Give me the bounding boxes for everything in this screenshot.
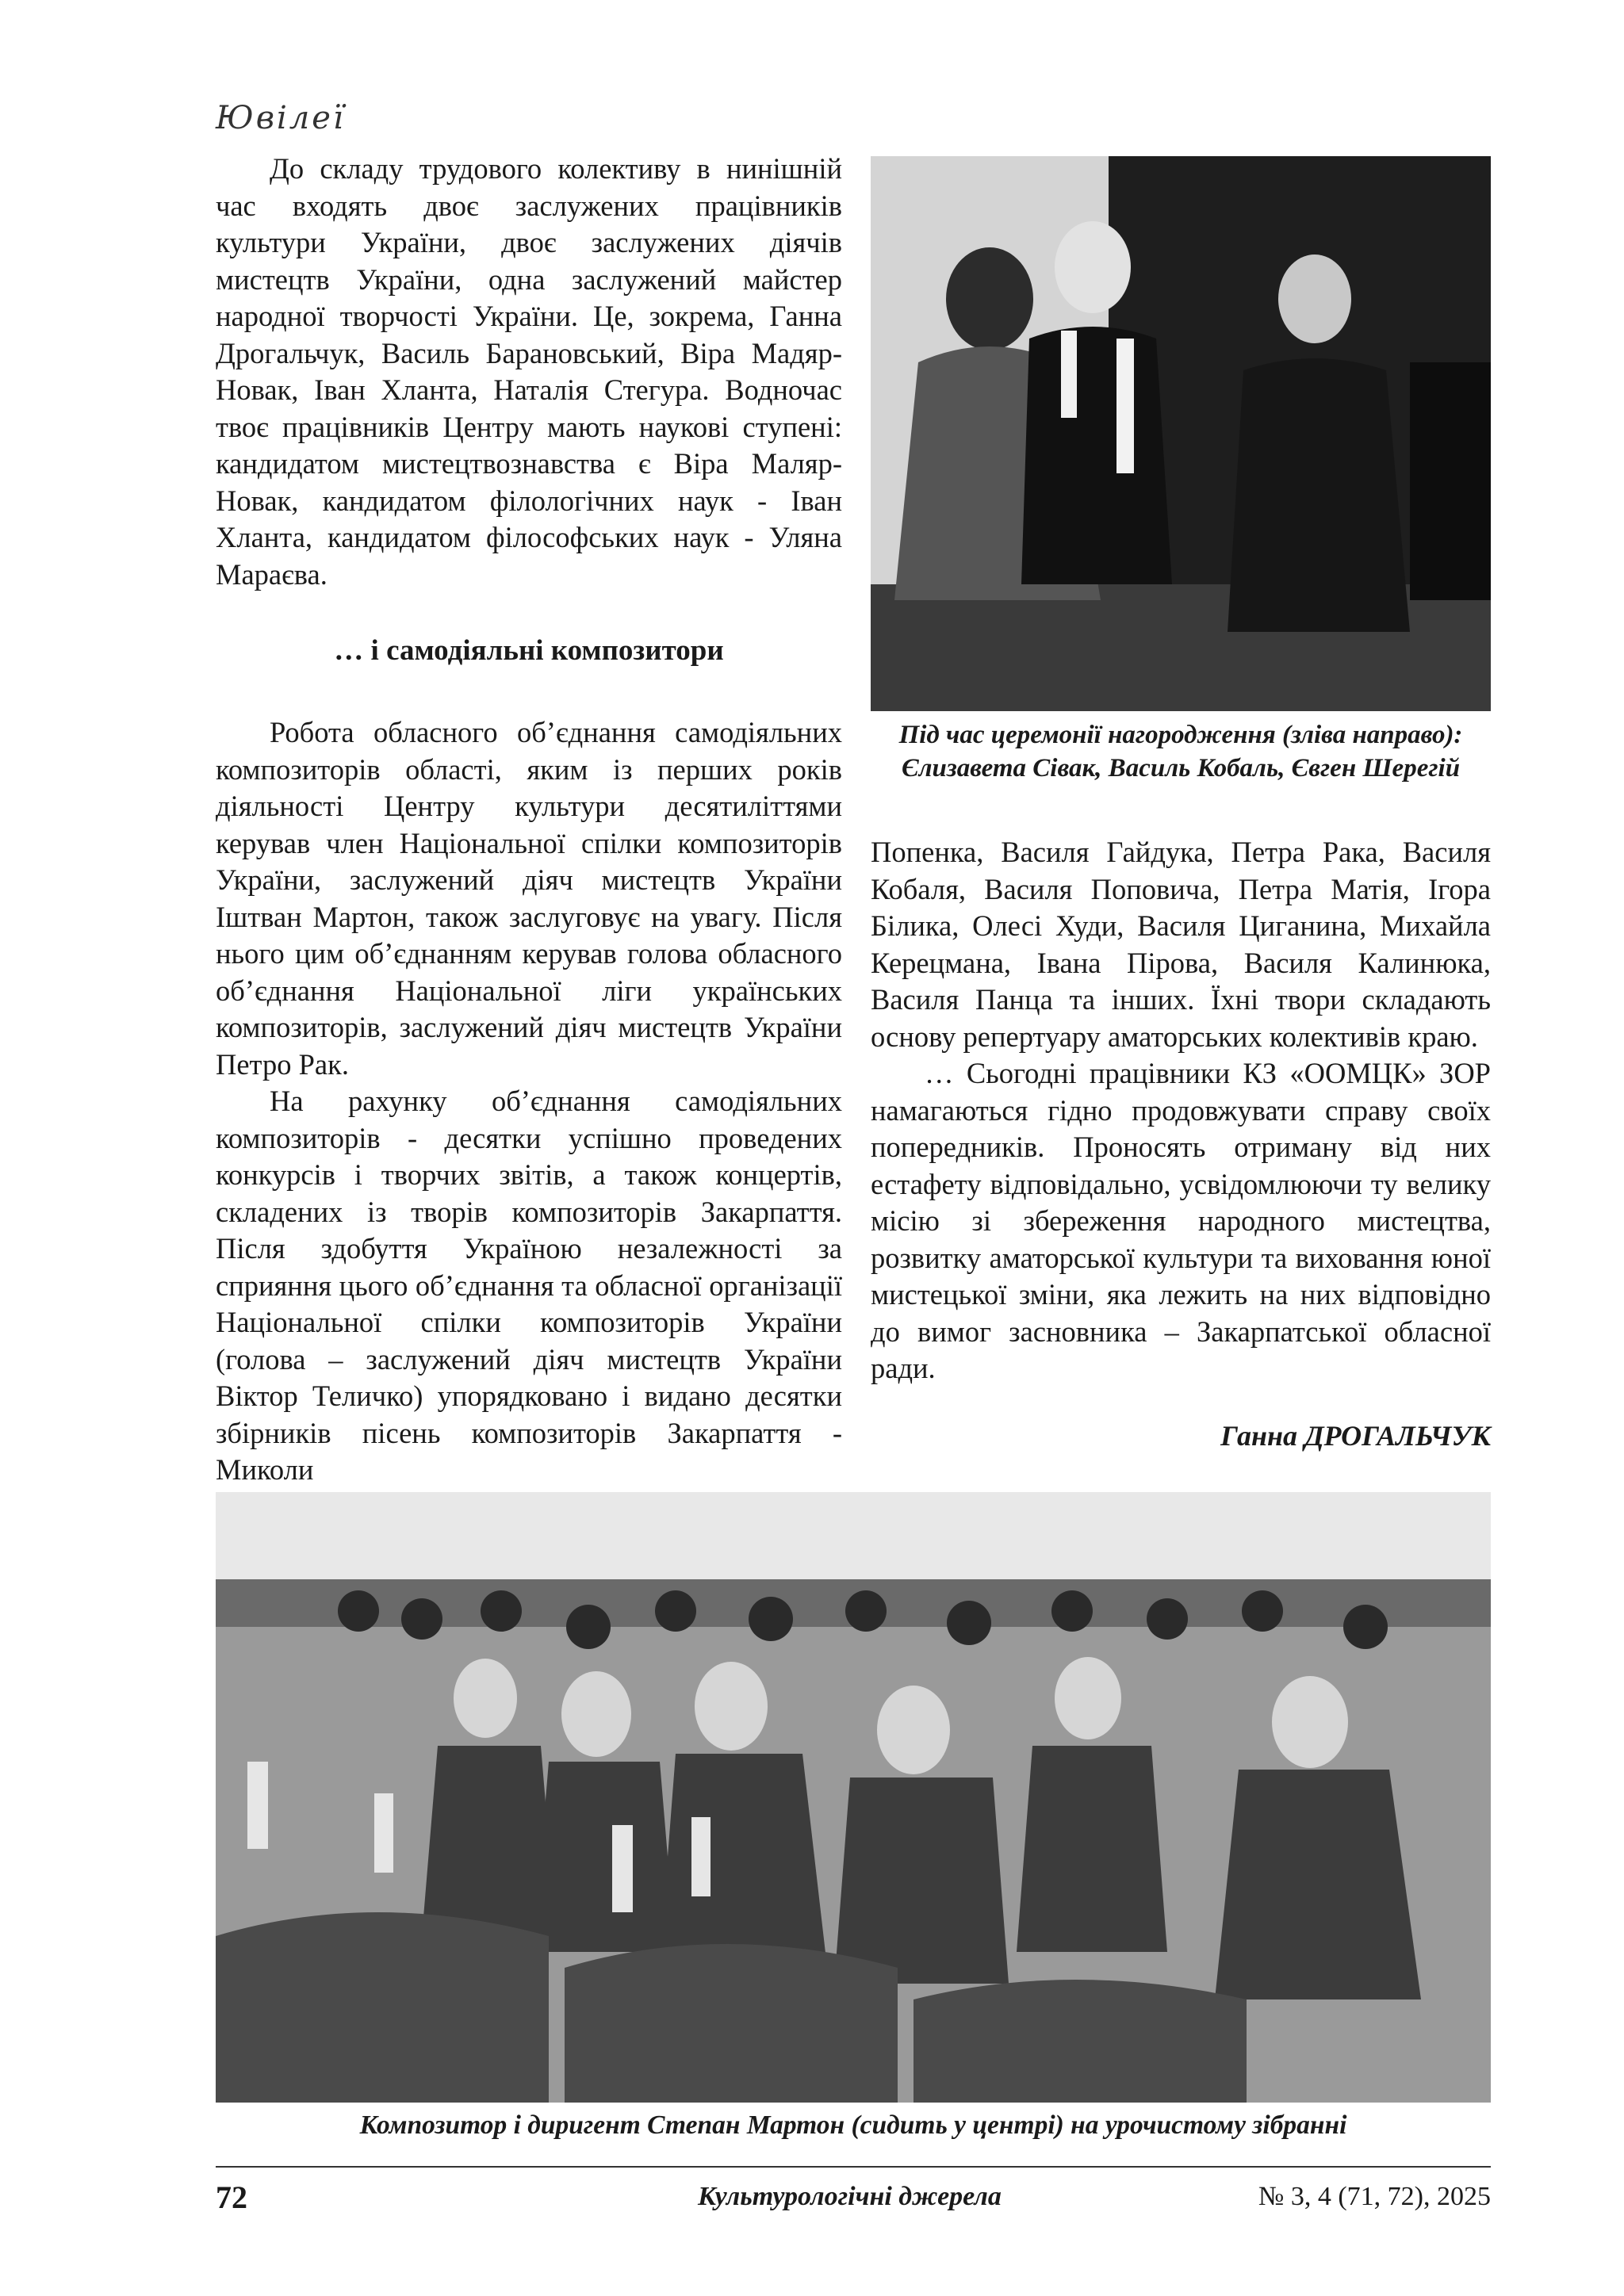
photo-caption: Композитор і диригент Степан Мартон (сидить у центрі) на урочистому зібранні	[359, 2110, 1347, 2140]
paragraph: На рахунку об’єднання самодіяльних композиторів - десятки успішно проведених конкурсів і творчих звітів, а також концертів, складених із творів композиторів Закарпаття. Після здобуття Україною незалежності за сприяння цього об’єднання та обласної організації Національної спілки композиторів України (голова – заслужений діяч мистецтв України Віктор Теличко) упорядковано і видано десятки збірників пісень композиторів Закарпаття - Миколи	[216, 1085, 842, 1486]
paragraph: Попенка, Василя Гайдука, Петра Рака, Василя Кобаля, Василя Поповича, Петра Матія, Ігора Білика, Олесі Худи, Василя Циганина, Михайла Керецмана, Івана Пірова, Василя Калинюка, Василя Панца та інших. Їхні твори складають основу репертуару аматорських колективів краю.	[871, 836, 1491, 1053]
page-number: 72	[216, 2179, 247, 2215]
award-ceremony-photo	[871, 156, 1491, 711]
journal-title: Культурологічні джерела	[698, 2182, 1002, 2211]
assembly-photo	[216, 1492, 1491, 2103]
assembly-photo-image	[216, 1492, 1491, 2103]
left-column	[216, 151, 842, 1489]
photo-caption: Під час церемонії нагородження (зліва направо): Єлизавета Сівак, Василь Кобаль, Євген Шерегій	[898, 721, 1463, 783]
issue-info: № 3, 4 (71, 72), 2025	[1258, 2182, 1491, 2211]
footer-divider	[216, 2166, 1491, 2168]
paragraph: До складу трудового колективу в нинішній час входять двоє заслужених працівників культури України, двоє заслужених діячів мистецтв України, одна заслужений майстер народної творчості України. Це, зокрема, Ганна Дрогальчук, Василь Барановський, Віра Мадяр-Новак, Іван Хланта, Наталія Стегура. Водночас твоє працівників Центру мають наукові ступені: кандидатом мистецтвознавства є Віра Маляр-Новак, кандидатом філологічних наук - Іван Хланта, кандидатом філософських наук - Уляна Мараєва.	[216, 152, 842, 591]
paragraph: Робота обласного об’єднання самодіяльних композиторів області, яким із перших років діяльності Центру культури десятиліттями керував член Національної спілки композиторів України, заслужений діяч мистецтв України Іштван Мартон, також заслуговує на увагу. Після нього цим об’єднанням керував голова обласного об’єднання Національної ліги українських композиторів, заслужений діяч мистецтв України Петро Рак.	[216, 716, 842, 1081]
section-label: Ювілеї	[216, 100, 346, 136]
paragraph: … Сьогодні працівники КЗ «ООМЦК» ЗОР намагаються гідно продовжувати справу своїх попередників. Проносять отриману від них естафету відповідально, усвідомлюючи ту велику місію зі збереження народного мистецтва, розвитку аматорської культури та виховання юної мистецької зміни, яка лежить на них відповідно до вимог засновника – Закарпатської обласної ради.	[871, 1057, 1491, 1384]
subheading: … і самодіяльні композитори	[334, 634, 724, 667]
author-signature: Ганна ДРОГАЛЬЧУК	[1220, 1420, 1491, 1452]
right-column	[871, 834, 1491, 1387]
award-ceremony-photo-image	[871, 156, 1491, 711]
